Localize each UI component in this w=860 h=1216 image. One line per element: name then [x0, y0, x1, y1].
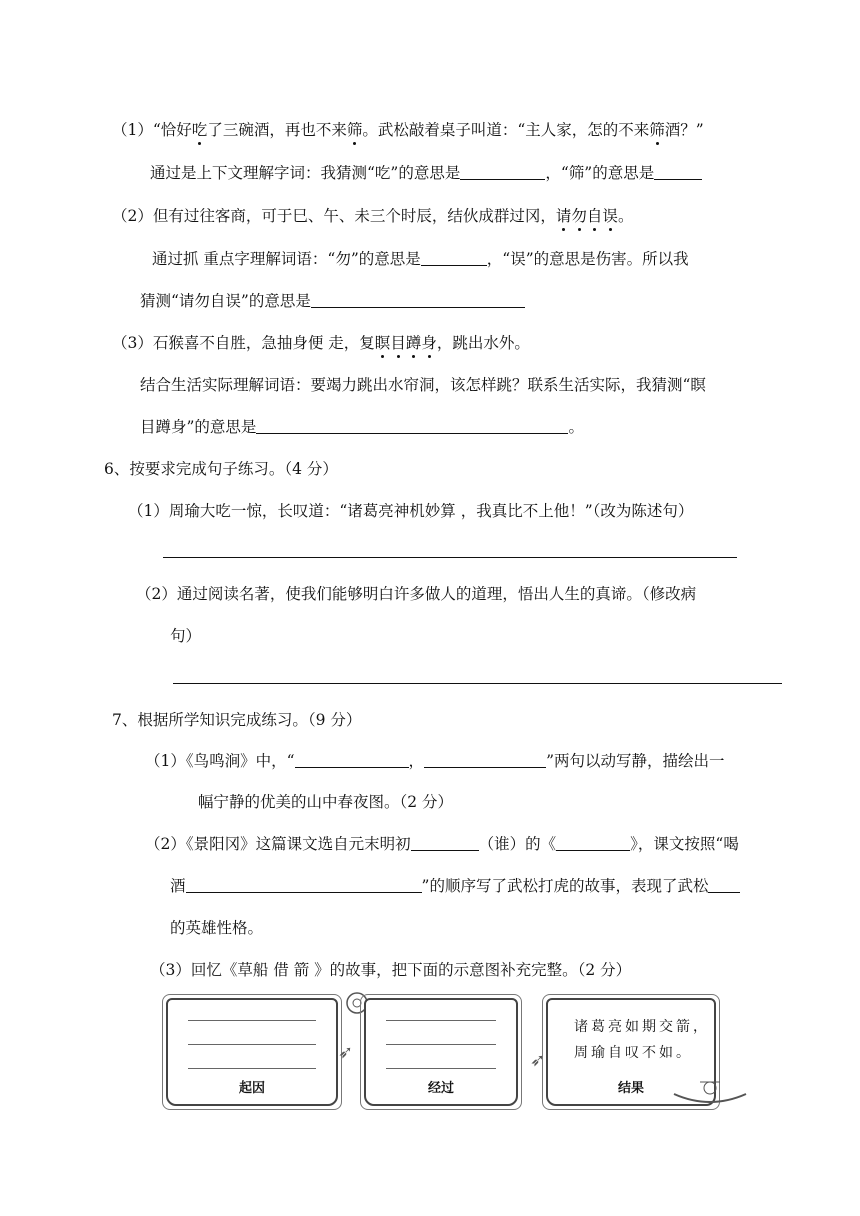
q7-title: 7、根据所学知识完成练习。（9 分）: [112, 711, 362, 729]
dotted-char: 自: [586, 207, 603, 225]
answer-blank[interactable]: [311, 291, 525, 308]
text: （2）《景阳冈》这篇课文选自元末明初: [145, 835, 411, 853]
text: 结合生活实际理解词语：要竭力跳出水帘洞，该怎样跳？联系生活实际，我猜测“瞑: [140, 376, 706, 394]
q5-hint-2b: [140, 291, 525, 311]
dotted-char: 吃: [191, 121, 208, 139]
text: 猜测“请勿自误”的意思是: [140, 292, 311, 310]
text: ”的顺序写了武松打虎的故事，表现了武松: [421, 877, 709, 895]
write-line[interactable]: [188, 1044, 316, 1045]
panel-text: 诸葛亮如期交箭，周瑜自叹不如。: [574, 1019, 710, 1061]
answer-blank[interactable]: [708, 876, 740, 893]
q7-sentence-3: （3）回忆《草船 借 箭 》的故事，把下面的示意图补充完整。（2 分）: [150, 961, 632, 979]
write-line[interactable]: [188, 1020, 316, 1021]
answer-blank[interactable]: [186, 876, 422, 893]
dotted-char: 目: [390, 334, 406, 352]
q6-sentence-2: （2）通过阅读名著，使我们能够明白许多做人的道理，悟出人生的真谛。（修改病: [136, 585, 697, 603]
dotted-char: 勿: [571, 207, 587, 225]
text: ，跳出水外。: [436, 334, 530, 352]
text: 通过是上下文理解字词：我猜测“吃”的意思是: [150, 164, 461, 182]
panel-label: 结果: [617, 1081, 644, 1096]
q6-sentence-1: （1）周瑜大吃一惊，长叹道：“诸葛亮神机妙算 ，我真比不上他！”（改为陈述句）: [128, 502, 694, 520]
q7-sentence-1: [145, 751, 725, 771]
q7-sentence-1b: 幅宁静的优美的山中春夜图。（2 分）: [198, 793, 454, 811]
text: 》，课文按照“喝: [630, 835, 739, 853]
text: 目蹲身”的意思是: [140, 418, 257, 436]
answer-blank[interactable]: [654, 163, 702, 180]
answer-blank[interactable]: [295, 751, 409, 768]
story-diagram: [150, 990, 760, 1112]
write-line[interactable]: [188, 1068, 316, 1069]
q5-sentence-1: [112, 120, 704, 140]
arrow-leaf-icon: ➶: [338, 1042, 354, 1063]
dotted-char: 请: [555, 207, 572, 225]
panel-process: [364, 998, 518, 1106]
answer-line[interactable]: [163, 557, 737, 558]
text: （1）《鸟鸣涧》中，“: [145, 752, 295, 770]
write-line[interactable]: [386, 1020, 496, 1021]
dotted-char: 误: [602, 207, 618, 225]
answer-blank[interactable]: [460, 163, 545, 180]
text: 。: [568, 418, 584, 436]
dotted-char: 瞑: [374, 334, 391, 352]
text: 了三碗酒，再也不来: [207, 121, 347, 139]
text: （2）但有过往客商，可于巳、午、未三个时辰，结伙成群过冈，: [112, 207, 556, 225]
text: ，“误”的意思是伤害。所以我: [486, 250, 689, 268]
arrow-leaf-icon: ➶: [530, 1050, 546, 1071]
panel-label: 经过: [427, 1081, 454, 1096]
q5-sentence-2: [112, 206, 633, 226]
text: 。: [617, 207, 634, 225]
q7-sentence-2: [145, 834, 739, 854]
answer-line[interactable]: [173, 683, 782, 684]
q5-hint-1: [150, 163, 702, 183]
q7-sentence-2c: 的英雄性格。: [170, 919, 264, 937]
answer-blank[interactable]: [411, 834, 479, 851]
q7-sentence-2b: [170, 876, 740, 896]
dotted-char: 身: [421, 334, 437, 352]
dotted-char: 蹲: [405, 334, 422, 352]
answer-blank[interactable]: [421, 249, 487, 266]
q5-hint-3: [140, 375, 706, 395]
q5-hint-2: [152, 249, 689, 269]
text: ，: [408, 752, 425, 770]
boat-icon: [670, 1076, 750, 1112]
text: 酒？”: [664, 121, 704, 139]
text: ，“筛”的意思是: [545, 164, 655, 182]
q5-hint-3b: [140, 417, 584, 437]
q5-sentence-3: [112, 333, 530, 353]
answer-blank[interactable]: [556, 834, 630, 851]
text: （3）石猴喜不自胜，急抽身便 走，复: [112, 334, 375, 352]
text: ”两句以动写静，描绘出一: [546, 752, 725, 770]
dotted-char: 筛: [649, 121, 665, 139]
panel-label: 起因: [238, 1081, 265, 1096]
write-line[interactable]: [386, 1044, 496, 1045]
text: （谁）的《: [478, 835, 557, 853]
text: （1）“恰好: [112, 121, 192, 139]
text: 通过抓 重点字理解词语：“勿”的意思是: [152, 250, 421, 268]
text: 酒: [170, 877, 186, 895]
text: 。武松敲着桌子叫道：“主人家，怎的不来: [362, 121, 650, 139]
panel-cause: [166, 998, 338, 1106]
answer-blank[interactable]: [256, 417, 568, 434]
answer-blank[interactable]: [424, 751, 546, 768]
dotted-char: 筛: [346, 121, 363, 139]
q6-sentence-2b: 句）: [170, 627, 202, 645]
q6-title: 6、按要求完成句子练习。（4 分）: [104, 460, 338, 478]
write-line[interactable]: [386, 1068, 496, 1069]
